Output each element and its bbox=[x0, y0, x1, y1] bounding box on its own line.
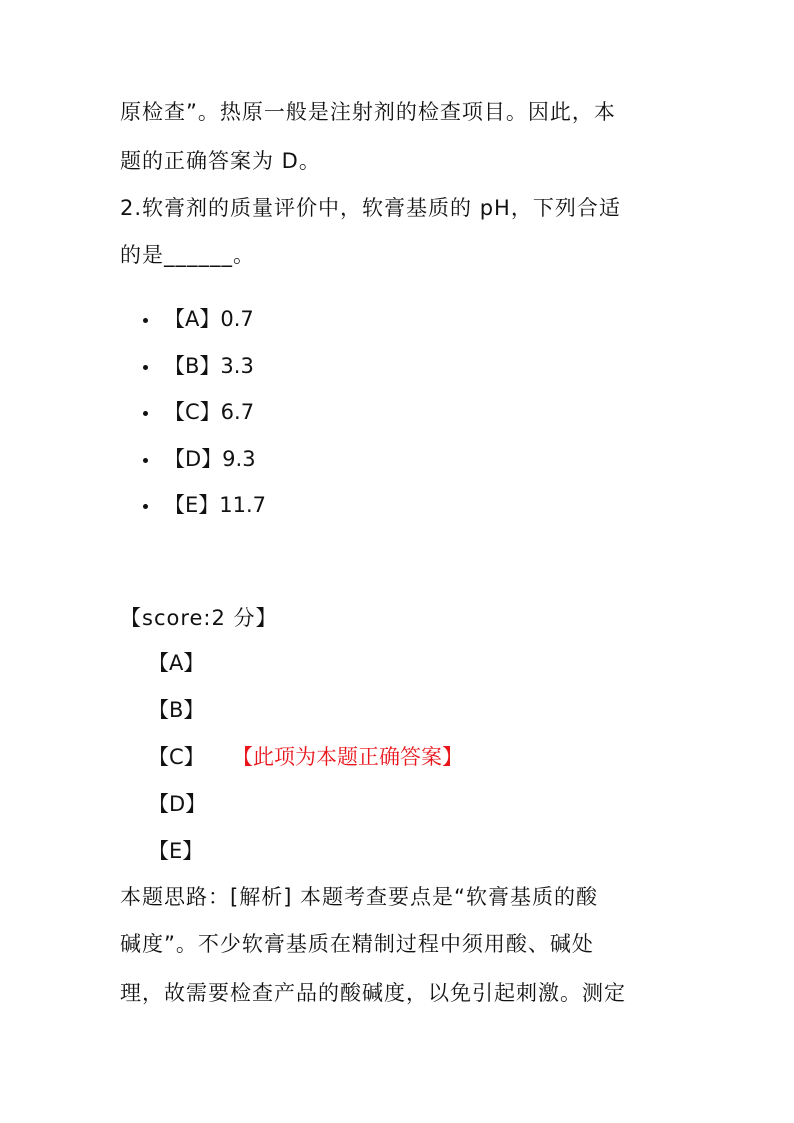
prev-explanation-line-1: 原检查”。热原一般是注射剂的检查项目。因此，本 bbox=[120, 100, 616, 124]
bullet-icon bbox=[143, 458, 148, 463]
answer-list bbox=[148, 648, 463, 883]
bullet-icon bbox=[143, 318, 148, 323]
analysis-line-1: 本题思路：[解析] 本题考查要点是“软膏基质的酸 bbox=[120, 885, 598, 909]
answer-label: 【B】 bbox=[148, 698, 205, 722]
option-list bbox=[140, 304, 266, 537]
option-label: 【A】0.7 bbox=[164, 307, 254, 331]
option-label: 【E】11.7 bbox=[164, 493, 267, 517]
bullet-icon bbox=[143, 411, 148, 416]
question-line-2: 的是______。 bbox=[120, 243, 255, 267]
analysis-line-3: 理，故需要检查产品的酸碱度，以免引起刺激。测定 bbox=[120, 981, 626, 1005]
answer-label: 【E】 bbox=[148, 839, 204, 863]
option-label: 【C】6.7 bbox=[164, 400, 255, 424]
score-label: 【score:2 分】 bbox=[120, 606, 278, 630]
answer-row bbox=[148, 742, 463, 789]
correct-answer-flag: 【此项为本题正确答案】 bbox=[232, 745, 463, 769]
option-label: 【D】9.3 bbox=[164, 446, 256, 471]
question-line-1: 2.软膏剂的质量评价中，软膏基质的 pH，下列合适 bbox=[120, 196, 621, 220]
answer-label: 【C】 bbox=[148, 745, 205, 769]
bullet-icon bbox=[143, 504, 148, 509]
answer-row bbox=[148, 695, 206, 742]
bullet-icon bbox=[143, 365, 148, 370]
option-item bbox=[140, 304, 266, 351]
answer-row bbox=[148, 648, 206, 695]
option-item bbox=[140, 490, 266, 537]
option-label: 【B】3.3 bbox=[164, 353, 254, 378]
option-item bbox=[140, 444, 266, 491]
prev-explanation-line-2: 题的正确答案为 D。 bbox=[120, 149, 321, 173]
answer-label: 【D】 bbox=[148, 792, 207, 816]
option-item bbox=[140, 397, 266, 444]
option-item bbox=[140, 351, 266, 398]
answer-row bbox=[148, 836, 206, 883]
analysis-line-2: 碱度”。不少软膏基质在精制过程中须用酸、碱处 bbox=[120, 932, 594, 956]
answer-row bbox=[148, 789, 206, 836]
answer-label: 【A】 bbox=[148, 651, 205, 675]
